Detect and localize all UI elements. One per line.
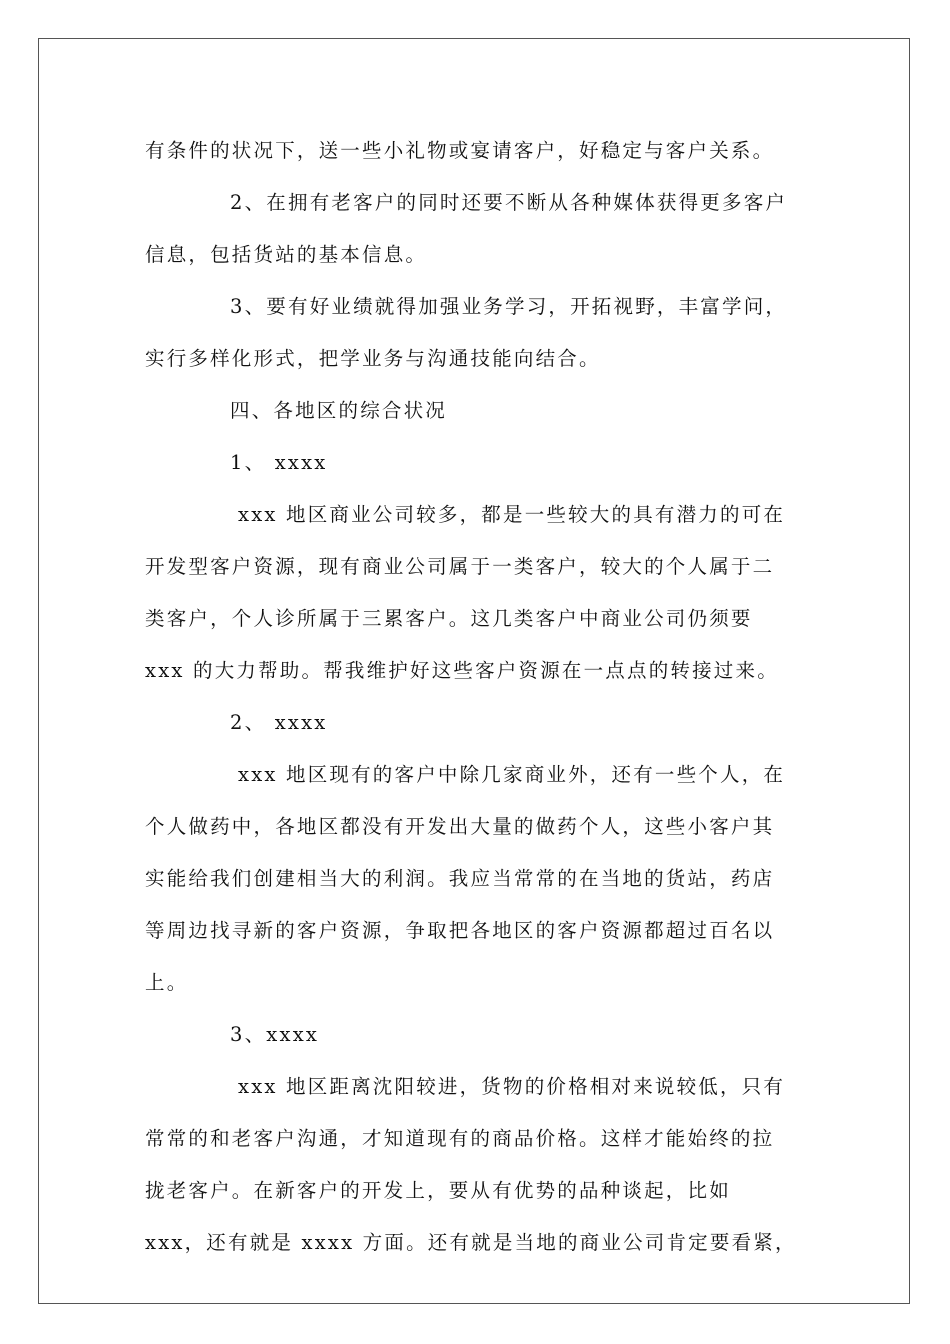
text-line: 常常的和老客户沟通，才知道现有的商品价格。这样才能始终的拉 xyxy=(145,1127,775,1150)
subsection-heading-3: 3、xxxx xyxy=(230,1023,320,1046)
text-line: 拢老客户。在新客户的开发上，要从有优势的品种谈起，比如 xyxy=(145,1179,731,1202)
text-line: 有条件的状况下，送一些小礼物或宴请客户，好稳定与客户关系。 xyxy=(145,139,775,162)
text-line: xxx，还有就是 xxxx 方面。还有就是当地的商业公司肯定要看紧， xyxy=(145,1231,797,1254)
subsection-heading-1: 1、 xxxx xyxy=(230,451,328,474)
text-line: 实行多样化形式，把学业务与沟通技能向结合。 xyxy=(145,347,601,370)
text-line: xxx 的大力帮助。帮我维护好这些客户资源在一点点的转接过来。 xyxy=(145,659,779,682)
text-line: 上。 xyxy=(145,971,189,994)
document-body xyxy=(145,131,810,1275)
section-heading: 四、各地区的综合状况 xyxy=(230,399,448,422)
text-line: 信息，包括货站的基本信息。 xyxy=(145,243,428,266)
paragraph-start: xxx 地区现有的客户中除几家商业外，还有一些个人，在 xyxy=(238,763,786,786)
text-line: 个人做药中，各地区都没有开发出大量的做药个人，这些小客户其 xyxy=(145,815,775,838)
text-line: 类客户，个人诊所属于三累客户。这几类客户中商业公司仍须要 xyxy=(145,607,753,630)
text-line: 等周边找寻新的客户资源，争取把各地区的客户资源都超过百名以 xyxy=(145,919,775,942)
text-line: 实能给我们创建相当大的利润。我应当常常的在当地的货站，药店 xyxy=(145,867,775,890)
list-item-3: 3、要有好业绩就得加强业务学习，开拓视野，丰富学问， xyxy=(230,295,788,318)
paragraph-start: xxx 地区距离沈阳较进，货物的价格相对来说较低，只有 xyxy=(238,1075,786,1098)
paragraph-start: xxx 地区商业公司较多，都是一些较大的具有潜力的可在 xyxy=(238,503,786,526)
text-line: 开发型客户资源，现有商业公司属于一类客户，较大的个人属于二 xyxy=(145,555,775,578)
list-item-2: 2、在拥有老客户的同时还要不断从各种媒体获得更多客户 xyxy=(230,191,788,214)
subsection-heading-2: 2、 xxxx xyxy=(230,711,328,734)
